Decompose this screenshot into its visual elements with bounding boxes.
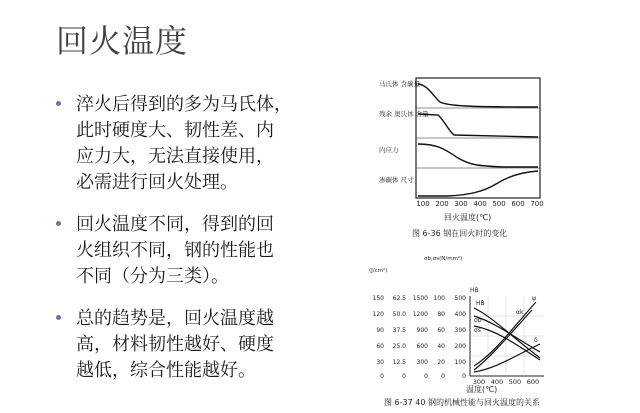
figure2-x-tick: 600 bbox=[526, 378, 540, 386]
figure2-curve-label: ψ bbox=[532, 295, 536, 302]
figure1-x-label: 回火温度(℃) bbox=[444, 213, 492, 222]
figure1-row-label: 渗碳体 尺寸 bbox=[379, 176, 414, 184]
figure2-y-tick: 300 bbox=[416, 359, 428, 366]
figure-tempering-changes bbox=[378, 72, 548, 212]
figure2-y-tick: 80 bbox=[437, 311, 445, 318]
figure2-y-tick: 120 bbox=[372, 311, 384, 318]
figure2-y-tick: 62.5 bbox=[392, 295, 406, 302]
figure2-y-tick: 500 bbox=[454, 295, 466, 302]
figure2-y-tick: 20 bbox=[437, 359, 445, 366]
figure1-row-label: 残余 奥氏体 含量 bbox=[379, 110, 429, 118]
figure2-graphic bbox=[366, 252, 550, 386]
figure2-curve-label: αk bbox=[516, 309, 524, 316]
figure2-y-tick: 100 bbox=[433, 295, 445, 302]
figure2-y-tick: 150 bbox=[372, 295, 384, 302]
bullet-text: 回火温度不同，得到的回 火组织不同，钢的性能也 不同（分为三类）。 bbox=[76, 214, 274, 287]
figure2-y-tick: 600 bbox=[416, 343, 428, 350]
bullet-dot-icon bbox=[56, 101, 61, 106]
figure1-x-tick: 500 bbox=[492, 200, 506, 208]
figure2-x-label: 温度(℃) bbox=[466, 385, 498, 394]
figure2-curve-hardness bbox=[474, 308, 540, 358]
figure1-curve-austenite bbox=[418, 114, 538, 137]
figure2-y-tick: 60 bbox=[437, 327, 445, 334]
figure2-y-tick: 1200 bbox=[412, 311, 428, 318]
bullet-text: 淬火后得到的多为马氏体， 此时硬度大、韧性差、内 应力大，无法直接使用， 必需进行回火处理。 bbox=[76, 94, 292, 193]
slide-title: 回火温度 bbox=[56, 22, 189, 60]
figure2-y-tick: 37.5 bbox=[392, 327, 406, 334]
bullet-list bbox=[54, 92, 354, 400]
figure1-x-tick: 300 bbox=[454, 200, 468, 208]
figure2-curve-label: σb bbox=[474, 317, 482, 324]
bullet-text: 总的趋势是，回火温度越 高，材料韧性越好、硬度 越低，综合性能越好。 bbox=[76, 308, 274, 381]
figure2-y-tick: 25.0 bbox=[392, 343, 406, 350]
figure1-curve-cementite bbox=[418, 171, 538, 196]
figure2-y-tick: 400 bbox=[454, 311, 466, 318]
figure2-y-tick: 900 bbox=[416, 327, 428, 334]
figure2-curve-tensile bbox=[474, 316, 540, 352]
figure2-x-tick: 300 bbox=[472, 378, 486, 386]
figure2-curve-label: δ bbox=[534, 337, 538, 344]
figure2-y-tick: 0 bbox=[380, 373, 384, 380]
figure2-y-unit: HB bbox=[470, 287, 479, 294]
figure2-y-tick: 1500 bbox=[412, 295, 428, 302]
figure2-y-tick: 0 bbox=[441, 373, 445, 380]
bullet-item bbox=[54, 212, 354, 290]
figure2-curve-label: σs bbox=[474, 327, 481, 334]
figure1-graphic bbox=[378, 72, 548, 212]
bullet-item bbox=[54, 306, 354, 384]
figure2-y-unit: σb,σs(N/mm²) bbox=[424, 256, 463, 262]
figure1-x-tick: 700 bbox=[530, 200, 544, 208]
figure2-y-tick: 60 bbox=[376, 343, 384, 350]
bullet-dot-icon bbox=[56, 221, 61, 226]
figure2-curve-label: HB bbox=[476, 300, 485, 307]
figure2-y-tick: 40 bbox=[437, 343, 445, 350]
figure2-y-tick: 100 bbox=[454, 359, 466, 366]
figure2-y-tick: 50.0 bbox=[392, 311, 406, 318]
figure1-row-label: 内应力 bbox=[379, 146, 399, 154]
figure1-x-tick: 600 bbox=[511, 200, 525, 208]
figure-40-steel-properties bbox=[366, 252, 550, 386]
figure2-y-tick: 90 bbox=[376, 327, 384, 334]
figure2-y-tick: 0 bbox=[424, 373, 428, 380]
figure2-y-tick: 0 bbox=[462, 373, 466, 380]
figure1-curve-stress bbox=[418, 144, 538, 167]
figure1-caption: 图 6-36 钢在回火时的变化 bbox=[412, 229, 508, 238]
figure1-x-tick: 100 bbox=[416, 200, 430, 208]
figure2-x-tick: 500 bbox=[508, 378, 522, 386]
figure2-y-tick: 12.5 bbox=[392, 359, 406, 366]
figure1-x-tick: 200 bbox=[435, 200, 449, 208]
figure2-y-tick: 30 bbox=[376, 359, 384, 366]
figure2-curve-psi bbox=[474, 302, 536, 366]
bullet-item bbox=[54, 92, 354, 196]
figure2-caption: 图 6-37 40 钢的机械性能与回火温度的关系 bbox=[384, 398, 540, 407]
figure2-y-tick: 300 bbox=[454, 327, 466, 334]
figure2-y-unit: (J/cm²) bbox=[369, 268, 388, 274]
figure1-x-tick: 400 bbox=[473, 200, 487, 208]
figure2-y-tick: 0 bbox=[402, 373, 406, 380]
figure2-y-tick: 200 bbox=[454, 343, 466, 350]
figure2-x-tick: 400 bbox=[490, 378, 504, 386]
figure1-curve-martensite bbox=[418, 84, 538, 107]
figure1-row-label: 马氏体 含碳量 bbox=[379, 80, 421, 88]
bullet-dot-icon bbox=[56, 315, 61, 320]
